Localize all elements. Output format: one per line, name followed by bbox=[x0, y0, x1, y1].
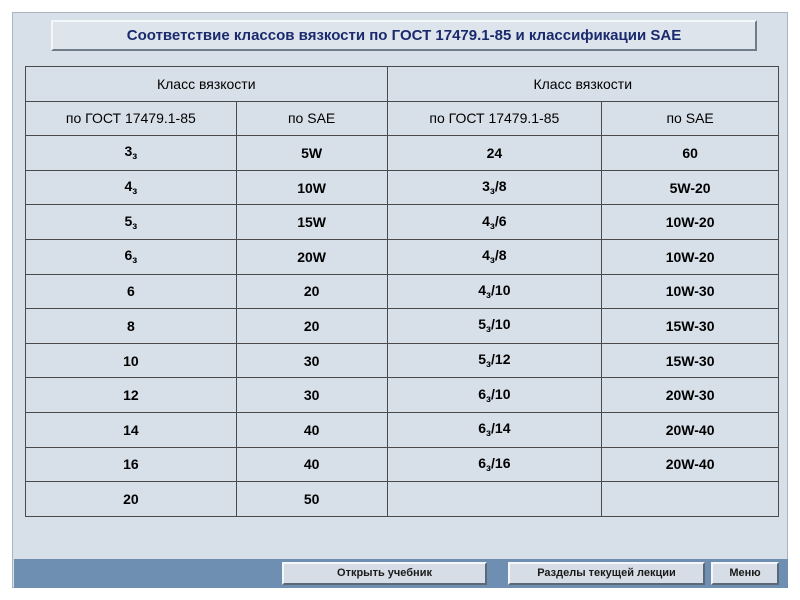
sub-header-gost-right: по ГОСТ 17479.1-85 bbox=[387, 101, 602, 136]
cell-sae-right bbox=[602, 447, 779, 482]
cell-sae-right bbox=[602, 170, 779, 205]
cell-sae-left bbox=[236, 412, 387, 447]
cell-subscript: з bbox=[486, 393, 492, 405]
table-row bbox=[26, 309, 779, 344]
cell-value: 20 bbox=[303, 317, 320, 334]
cell-value: 5W-20 bbox=[669, 179, 711, 196]
table-row bbox=[26, 205, 779, 240]
cell-suffix: /16 bbox=[491, 454, 511, 471]
cell-subscript: з bbox=[486, 428, 492, 440]
table-row bbox=[26, 412, 779, 447]
table-row bbox=[26, 447, 779, 482]
cell-gost-left bbox=[26, 343, 237, 378]
cell-value: 20W-40 bbox=[665, 421, 715, 438]
cell-subscript: з bbox=[489, 220, 495, 232]
cell-value: 40 bbox=[303, 421, 320, 438]
cell-value: 4 bbox=[124, 178, 133, 195]
cell-value: 6 bbox=[478, 454, 487, 471]
cell-subscript: з bbox=[132, 220, 138, 232]
cell-value: 20W bbox=[297, 248, 326, 265]
table-row bbox=[26, 239, 779, 274]
group-header-left: Класс вязкости bbox=[26, 67, 388, 102]
cell-value: 16 bbox=[123, 456, 139, 473]
cell-value: 4 bbox=[478, 281, 487, 298]
cell-suffix: /8 bbox=[494, 247, 507, 264]
cell-gost-left bbox=[26, 309, 237, 344]
cell-value: 10 bbox=[123, 352, 139, 369]
cell-value: 24 bbox=[486, 144, 503, 161]
cell-sae-left bbox=[236, 274, 387, 309]
lecture-sections-button[interactable]: Разделы текущей лекции bbox=[508, 562, 705, 585]
cell-subscript: з bbox=[132, 186, 138, 198]
cell-sae-right bbox=[602, 378, 779, 413]
cell-suffix: /10 bbox=[491, 316, 511, 333]
cell-value: 6 bbox=[478, 420, 487, 437]
cell-value: 5 bbox=[124, 212, 133, 229]
cell-value: 4 bbox=[482, 247, 490, 264]
page-title: Соответствие классов вязкости по ГОСТ 17479.1-85 и классификации SAE bbox=[51, 20, 757, 51]
slide bbox=[12, 12, 788, 588]
cell-suffix: /12 bbox=[491, 351, 511, 368]
cell-value: 10W-30 bbox=[665, 283, 715, 300]
cell-sae-left bbox=[236, 343, 387, 378]
cell-subscript: з bbox=[132, 151, 138, 163]
cell-sae-right bbox=[602, 343, 779, 378]
cell-value: 30 bbox=[303, 387, 320, 404]
cell-gost-right bbox=[387, 309, 602, 344]
cell-sae-left bbox=[236, 239, 387, 274]
cell-sae-left bbox=[236, 136, 387, 171]
cell-value: 5 bbox=[478, 351, 487, 368]
cell-sae-right bbox=[602, 274, 779, 309]
menu-button[interactable]: Меню bbox=[711, 562, 779, 585]
table-row bbox=[26, 170, 779, 205]
cell-gost-left bbox=[26, 378, 237, 413]
footer-nav-bar bbox=[14, 559, 788, 588]
cell-gost-left bbox=[26, 239, 237, 274]
cell-value: 14 bbox=[123, 421, 139, 438]
cell-sae-left bbox=[236, 205, 387, 240]
cell-gost-left bbox=[26, 412, 237, 447]
cell-suffix: /6 bbox=[494, 212, 507, 229]
cell-value: 60 bbox=[682, 144, 698, 161]
cell-value: 20W-40 bbox=[665, 456, 715, 473]
cell-sae-right bbox=[602, 482, 779, 517]
cell-gost-right bbox=[387, 412, 602, 447]
cell-value: 5 bbox=[478, 316, 487, 333]
cell-value: 50 bbox=[303, 490, 320, 507]
cell-gost-right bbox=[387, 378, 602, 413]
cell-gost-right bbox=[387, 274, 602, 309]
cell-subscript: з bbox=[132, 255, 138, 267]
cell-value: 4 bbox=[482, 212, 490, 229]
open-textbook-button[interactable]: Открыть учебник bbox=[282, 562, 487, 585]
cell-subscript: з bbox=[489, 186, 495, 198]
cell-value: 15W-30 bbox=[665, 352, 715, 369]
cell-value: 10W bbox=[297, 179, 326, 196]
cell-gost-right bbox=[387, 239, 602, 274]
table-sub-header-row bbox=[26, 101, 779, 136]
cell-value: 20 bbox=[303, 283, 320, 300]
table-row bbox=[26, 482, 779, 517]
cell-sae-right bbox=[602, 205, 779, 240]
cell-gost-right bbox=[387, 482, 602, 517]
cell-sae-right bbox=[602, 309, 779, 344]
cell-sae-left bbox=[236, 378, 387, 413]
cell-value: 15W-30 bbox=[665, 317, 715, 334]
table-row bbox=[26, 136, 779, 171]
cell-sae-left bbox=[236, 170, 387, 205]
cell-gost-right bbox=[387, 447, 602, 482]
sub-header-gost-left: по ГОСТ 17479.1-85 bbox=[26, 101, 237, 136]
table-group-header-row bbox=[26, 67, 779, 102]
cell-value: 10W-20 bbox=[665, 248, 715, 265]
cell-gost-right bbox=[387, 136, 602, 171]
cell-sae-left bbox=[236, 309, 387, 344]
cell-subscript: з bbox=[486, 462, 492, 474]
cell-value: 12 bbox=[123, 387, 139, 404]
cell-sae-right bbox=[602, 136, 779, 171]
cell-value: 6 bbox=[126, 283, 135, 300]
cell-gost-left bbox=[26, 170, 237, 205]
cell-subscript: з bbox=[486, 359, 492, 371]
sub-header-sae-left: по SAE bbox=[236, 101, 387, 136]
cell-value: 3 bbox=[482, 178, 490, 195]
cell-value: 5W bbox=[301, 144, 323, 161]
cell-value: 6 bbox=[478, 385, 487, 402]
cell-sae-right bbox=[602, 412, 779, 447]
cell-suffix: /10 bbox=[491, 281, 511, 298]
cell-gost-left bbox=[26, 205, 237, 240]
cell-subscript: з bbox=[486, 324, 492, 336]
cell-suffix: /14 bbox=[491, 420, 511, 437]
table-row bbox=[26, 343, 779, 378]
cell-gost-right bbox=[387, 170, 602, 205]
viscosity-table bbox=[25, 66, 779, 517]
cell-value: 40 bbox=[303, 456, 320, 473]
cell-suffix: /10 bbox=[491, 385, 511, 402]
cell-value: 8 bbox=[126, 317, 135, 334]
cell-subscript: з bbox=[489, 255, 495, 267]
cell-value: 20W-30 bbox=[665, 387, 715, 404]
cell-gost-left bbox=[26, 482, 237, 517]
cell-value: 30 bbox=[303, 352, 320, 369]
cell-value: 10W-20 bbox=[665, 214, 715, 231]
cell-gost-left bbox=[26, 274, 237, 309]
cell-suffix: /8 bbox=[494, 178, 507, 195]
cell-value: 15W bbox=[297, 214, 326, 231]
cell-subscript: з bbox=[486, 289, 492, 301]
cell-value: 20 bbox=[123, 490, 139, 507]
cell-gost-right bbox=[387, 205, 602, 240]
cell-gost-left bbox=[26, 447, 237, 482]
group-header-right: Класс вязкости bbox=[387, 67, 779, 102]
cell-value: 6 bbox=[124, 247, 133, 264]
cell-sae-left bbox=[236, 447, 387, 482]
cell-sae-left bbox=[236, 482, 387, 517]
cell-gost-right bbox=[387, 343, 602, 378]
cell-value: 3 bbox=[124, 143, 133, 160]
table-row bbox=[26, 274, 779, 309]
cell-sae-right bbox=[602, 239, 779, 274]
cell-gost-left bbox=[26, 136, 237, 171]
sub-header-sae-right: по SAE bbox=[602, 101, 779, 136]
table-row bbox=[26, 378, 779, 413]
